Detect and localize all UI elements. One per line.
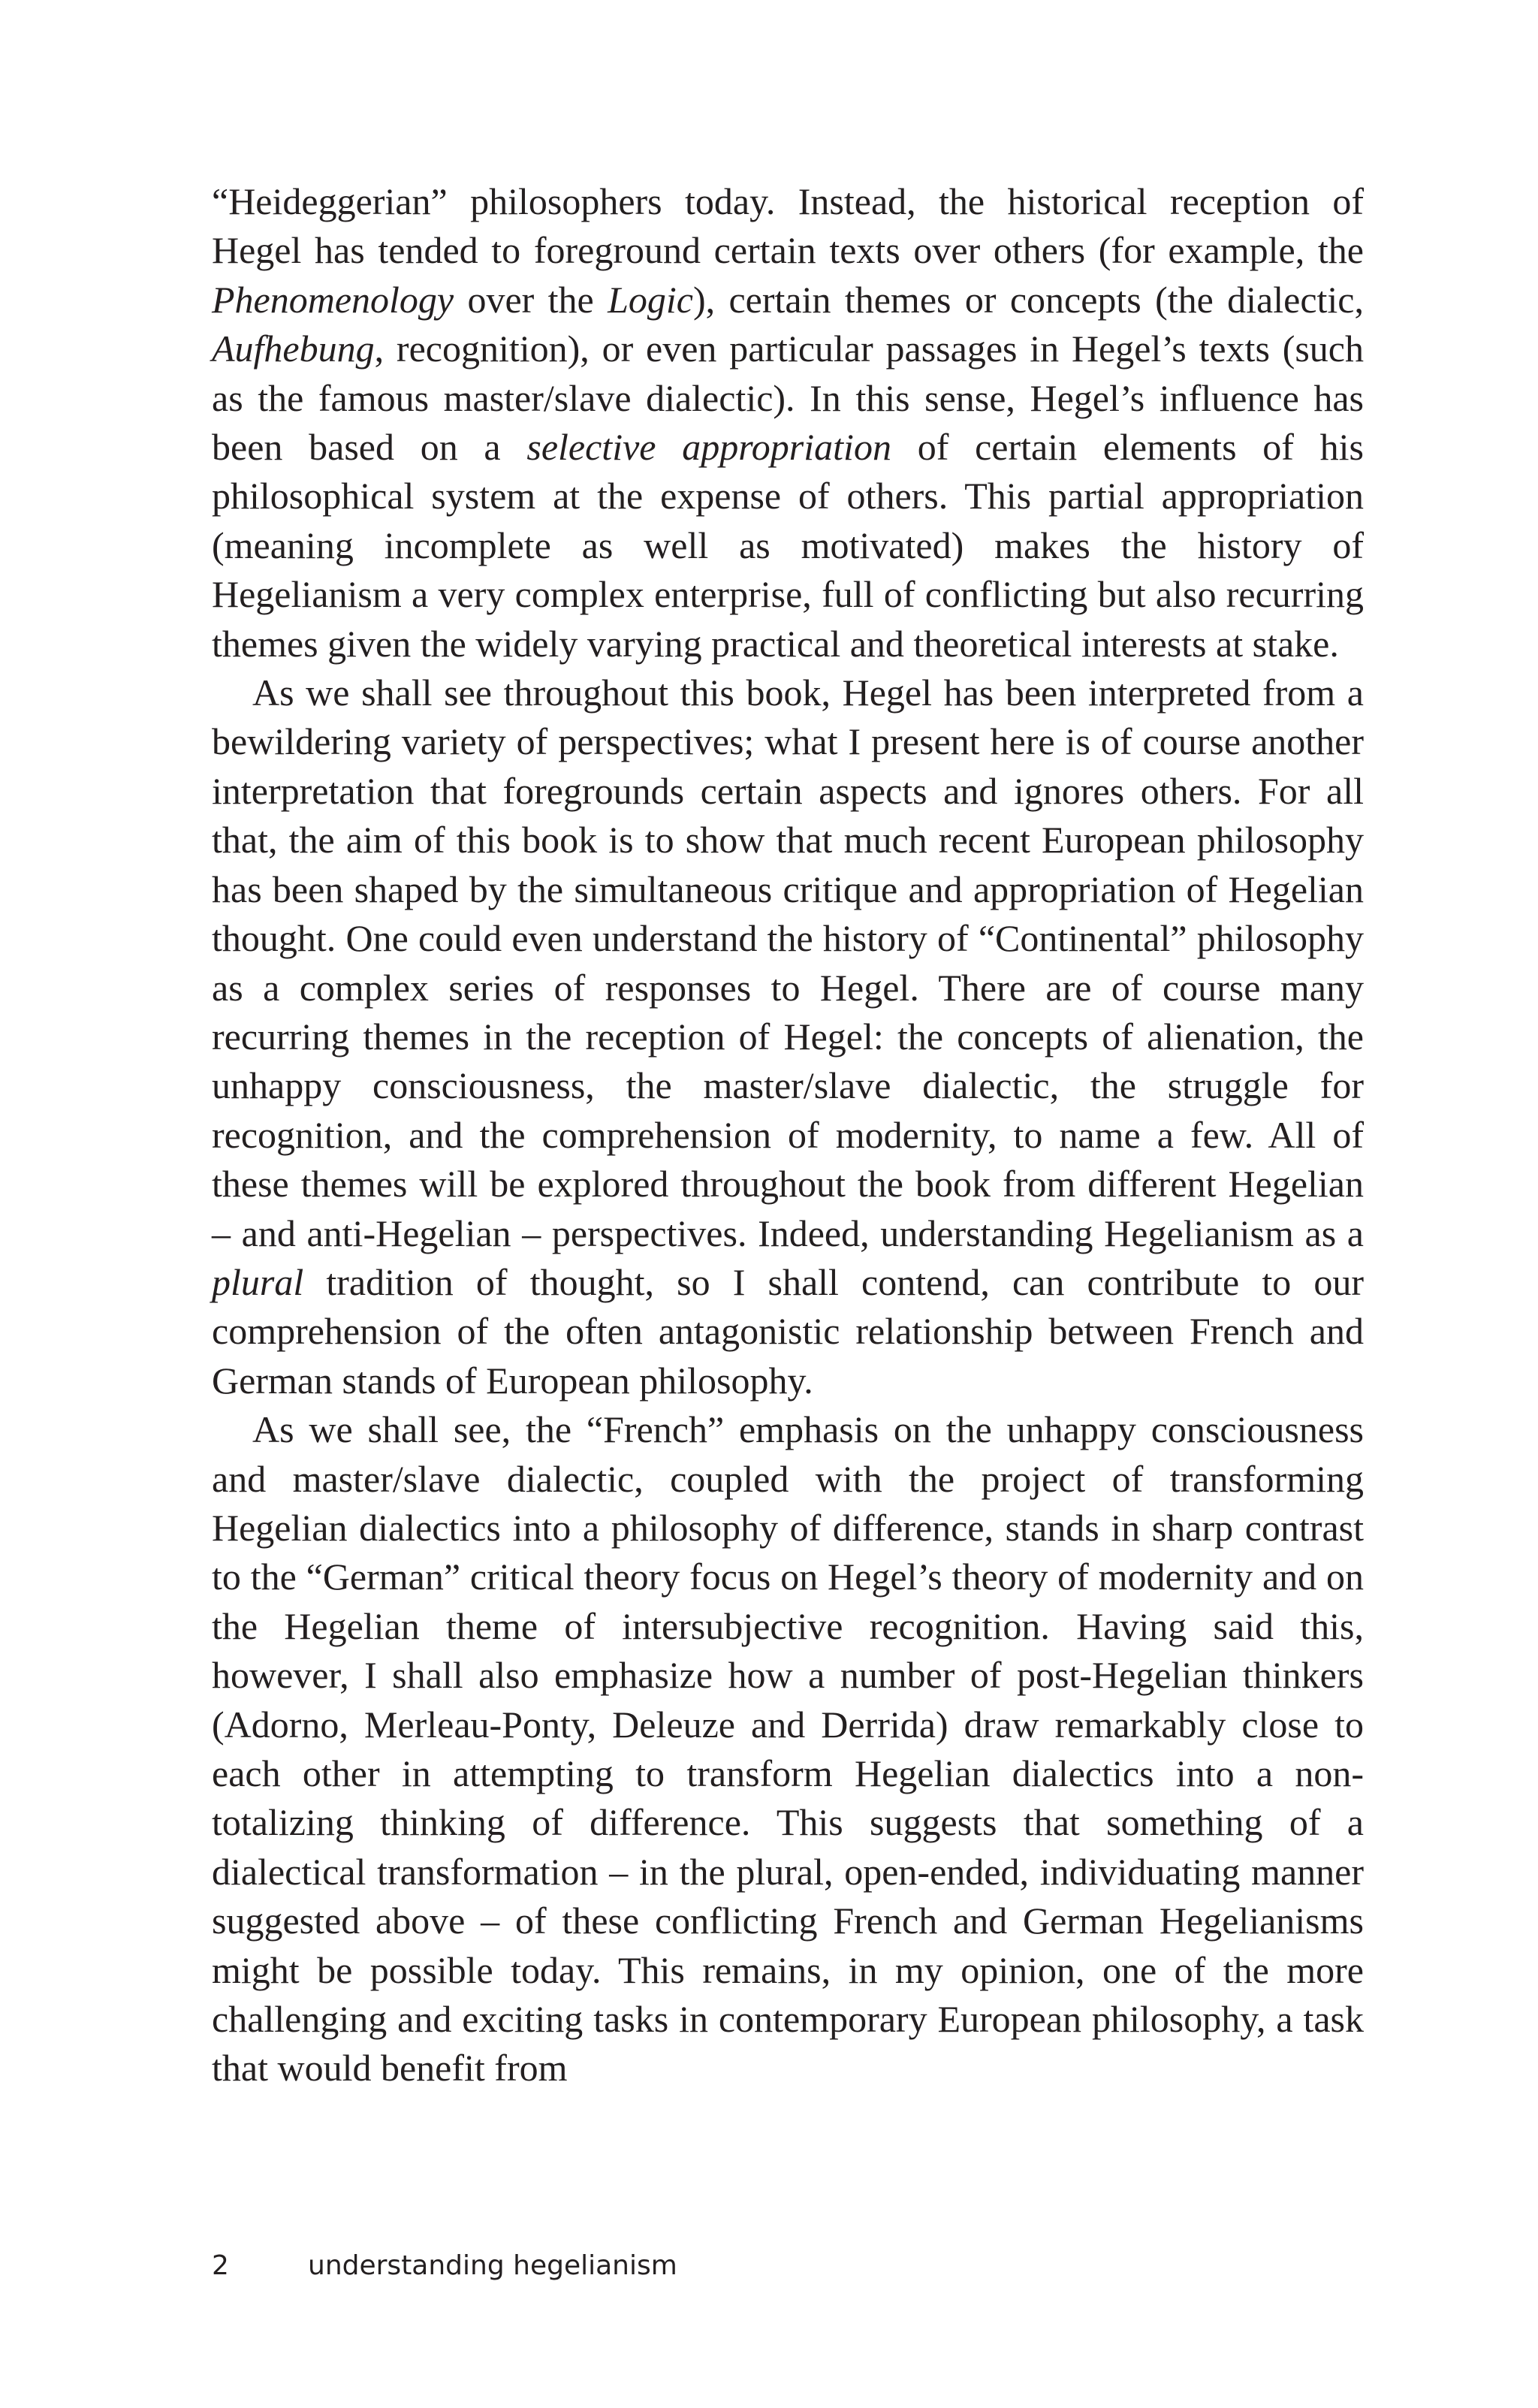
italic-title-phenomenology: Phenomenology <box>212 278 454 321</box>
text-run: “Heideggerian” philosophers today. Instead, the historical reception of Hegel has tended to foreground certain texts over others (for example, the <box>212 180 1364 272</box>
text-run: ), certain themes or concepts (the dialectic, <box>693 278 1364 321</box>
page-number: 2 <box>212 2250 229 2281</box>
italic-term-aufhebung: Aufhebung <box>212 327 375 370</box>
page-footer <box>212 2250 677 2281</box>
italic-title-logic: Logic <box>608 278 693 321</box>
text-run: , recognition), or even particular passages in Hegel’s texts (such as the famous master/slave dialectic). In this sense, Hegel’s influence has been based on a <box>212 327 1364 469</box>
paragraph-3 <box>212 1405 1364 2093</box>
italic-emphasis-selective-appropriation: selective appropriation <box>526 426 891 469</box>
body-text <box>212 177 1364 2093</box>
paragraph-1 <box>212 177 1364 668</box>
text-run: As we shall see, the “French” emphasis on the unhappy consciousness and master/slave dialectic, coupled with the project of transforming Hegelian dialectics into a philosophy of difference, stands in sharp contrast to the “German” critical theory focus on Hegel’s theory of modernity and on the Hegelian theme of intersubjective recognition. Having said this, however, I shall also emphasize how a number of post-Hegelian thinkers (Adorno, Merleau-Ponty, Deleuze and Derrida) draw remarkably close to each other in attempting to transform Hegelian dialectics into a non-totalizing thinking of difference. This suggests that something of a dialectical transformation – in the plural, open-ended, individuating manner suggested above – of these conflicting French and German Hegelianisms might be possible today. This remains, in my opinion, one of the more challenging and exciting tasks in contemporary European philosophy, a task that would benefit from <box>212 1408 1364 2090</box>
text-run: As we shall see throughout this book, Hegel has been interpreted from a bewildering variety of perspectives; what I present here is of course another interpretation that foregrounds certain aspects and ignores others. For all that, the aim of this book is to show that much recent European philosophy has been shaped by the simultaneous critique and appropriation of Hegelian thought. One could even understand the history of “Continental” philosophy as a complex series of responses to Hegel. There are of course many recurring themes in the reception of Hegel: the concepts of alienation, the unhappy consciousness, the master/slave dialectic, the struggle for recognition, and the comprehension of modernity, to name a few. All of these themes will be explored throughout the book from different Hegelian – and anti-Hegelian – perspectives. Indeed, understanding Hegelianism as a <box>212 671 1364 1254</box>
paragraph-2 <box>212 668 1364 1405</box>
text-run: over the <box>454 278 608 321</box>
italic-emphasis-plural: plural <box>212 1260 304 1303</box>
text-run: tradition of thought, so I shall contend, can contribute to our comprehension of the often antagonistic relationship between French and German stands of European philosophy. <box>212 1260 1364 1402</box>
running-title: understanding hegelianism <box>308 2250 677 2281</box>
text-run: of certain elements of his philosophical system at the expense of others. This partial appropriation (meaning incomplete as well as motivated) makes the history of Hegelianism a very complex enterprise, full of conflicting but also recurring themes given the widely varying practical and theoretical interests at stake. <box>212 426 1365 665</box>
